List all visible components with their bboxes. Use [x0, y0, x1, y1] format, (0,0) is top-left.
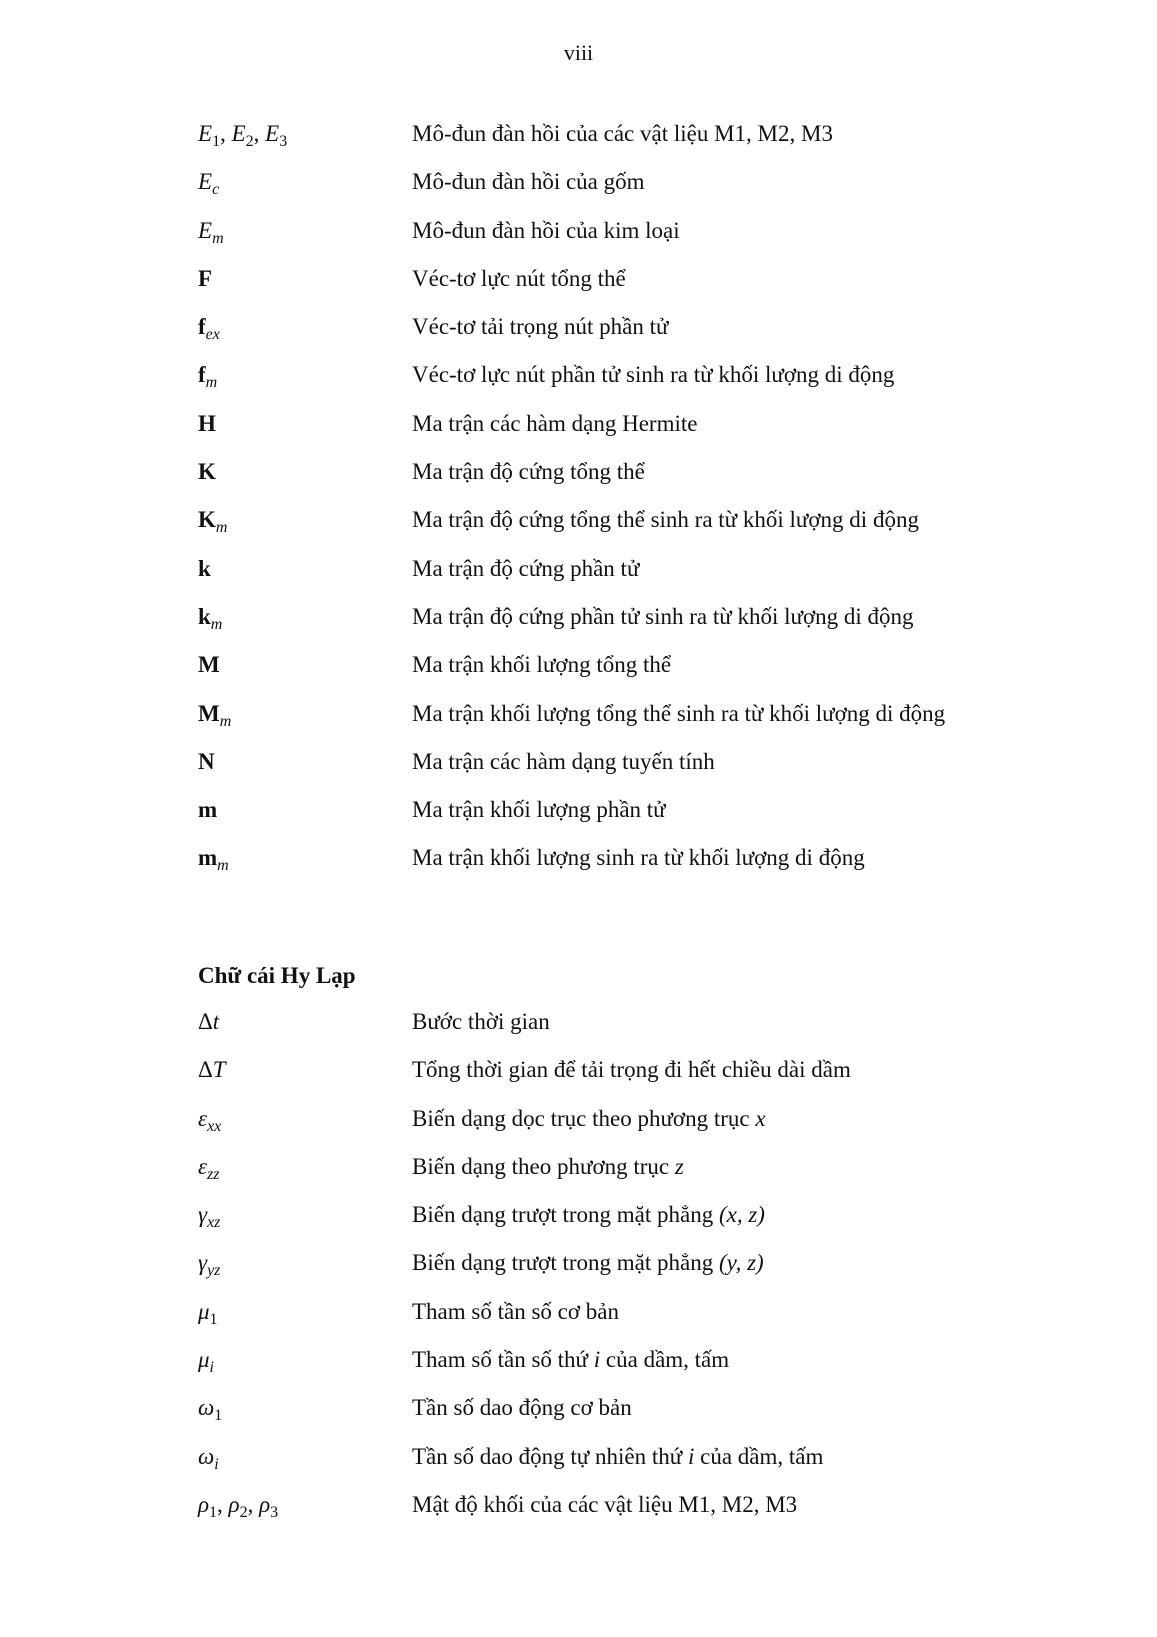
symbol-row	[198, 1441, 1098, 1489]
symbol-row	[198, 359, 1098, 407]
symbol-row	[198, 1103, 1098, 1151]
symbol-description: Ma trận khối lượng tổng thể sinh ra từ khối lượng di động	[412, 700, 946, 726]
symbol-omega-1: $\omega_1$	[198, 1395, 223, 1425]
symbol-k: k	[198, 555, 211, 581]
symbol-description: Tham số tần số thứ i của dầm, tấm	[412, 1347, 730, 1373]
symbol-row	[198, 1296, 1098, 1344]
symbol-row	[198, 504, 1098, 552]
symbol-Em: $E_m$	[198, 217, 224, 247]
symbol-description: Ma trận độ cứng phần tử	[412, 555, 640, 581]
symbol-M: M	[198, 652, 220, 678]
symbol-description: Véc-tơ lực nút tổng thể	[412, 265, 626, 291]
symbol-delta-T: ΔT	[198, 1057, 226, 1083]
symbol-description: Tổng thời gian để tải trọng đi hết chiều dài dầm	[412, 1057, 851, 1083]
symbol-row	[198, 1247, 1098, 1295]
symbol-row	[198, 1151, 1098, 1199]
symbol-H: H	[198, 410, 216, 436]
symbol-row	[198, 698, 1098, 746]
symbol-k-m: $k_m$	[198, 603, 223, 633]
symbol-description: Mô-đun đàn hồi của các vật liệu M1, M2, M3	[412, 121, 833, 146]
symbol-f-ex: $f_{ex}$	[198, 314, 220, 344]
symbol-row	[198, 649, 1098, 697]
symbol-description: Véc-tơ lực nút phần tử sinh ra từ khối lượng di động	[412, 362, 895, 388]
symbol-description: Tần số dao động tự nhiên thứ i của dầm, tấm	[412, 1443, 824, 1469]
latin-symbol-list	[198, 118, 1098, 891]
symbol-description: Ma trận các hàm dạng Hermite	[412, 410, 698, 436]
symbol-description: Mật độ khối của các vật liệu M1, M2, M3	[412, 1491, 798, 1517]
symbol-row	[198, 1392, 1098, 1440]
symbol-row	[198, 1489, 1098, 1537]
symbol-Ec: $E_c$	[198, 169, 220, 199]
symbol-description: Ma trận khối lượng phần tử	[412, 797, 666, 823]
symbol-row	[198, 601, 1098, 649]
symbol-row	[198, 456, 1098, 504]
symbol-row	[198, 263, 1098, 311]
symbol-description: Biến dạng theo phương trục z	[412, 1153, 684, 1179]
page-number: viii	[563, 40, 594, 65]
symbol-M-m: $M_m$	[198, 700, 232, 730]
symbol-m: m	[198, 797, 218, 823]
symbol-description: Tham số tần số cơ bản	[412, 1298, 619, 1324]
symbol-description: Ma trận độ cứng phần tử sinh ra từ khối lượng di động	[412, 603, 914, 629]
symbol-f-m: $f_m$	[198, 362, 218, 392]
symbol-description: Ma trận các hàm dạng tuyến tính	[412, 748, 715, 774]
symbol-rho-1-2-3: $\rho_1$, $\rho_2$, $\rho_3$	[198, 1491, 279, 1521]
symbol-F: F	[198, 265, 213, 291]
symbol-row	[198, 1054, 1098, 1102]
symbol-epsilon-xx: $\varepsilon_{xx}$	[198, 1105, 222, 1135]
symbol-row	[198, 842, 1098, 890]
symbol-gamma-xz: $\gamma_{xz}$	[198, 1202, 221, 1232]
symbol-row	[198, 311, 1098, 359]
symbol-description: Mô-đun đàn hồi của gốm	[412, 169, 645, 195]
symbol-description: Biến dạng trượt trong mặt phẳng (y, z)	[412, 1250, 764, 1276]
greek-section-title: Chữ cái Hy Lạp	[198, 963, 356, 988]
symbol-row	[198, 215, 1098, 263]
greek-symbol-list	[198, 1006, 1098, 1537]
symbol-K-m: $K_m$	[198, 507, 228, 537]
symbol-omega-i: $\omega_i$	[198, 1443, 219, 1473]
symbol-N: N	[198, 748, 215, 774]
symbol-row	[198, 794, 1098, 842]
symbol-row	[198, 1344, 1098, 1392]
symbol-row	[198, 1006, 1098, 1054]
symbol-mu-1: $\mu_1$	[198, 1298, 218, 1328]
symbol-gamma-yz: $\gamma_{yz}$	[198, 1250, 221, 1280]
symbol-row	[198, 553, 1098, 601]
symbol-K: K	[198, 459, 216, 485]
symbol-description: Tần số dao động cơ bản	[412, 1395, 632, 1421]
symbol-epsilon-zz: $\varepsilon_{zz}$	[198, 1153, 220, 1183]
symbol-E1-E2-E3: $E_1$, $E_2$, $E_3$	[198, 121, 288, 150]
symbol-description: Ma trận khối lượng sinh ra từ khối lượng di động	[412, 845, 865, 871]
symbol-description: Mô-đun đàn hồi của kim loại	[412, 217, 680, 243]
symbol-mu-i: $\mu_i$	[198, 1347, 214, 1377]
symbol-row	[198, 746, 1098, 794]
symbol-description: Biến dạng trượt trong mặt phẳng (x, z)	[412, 1202, 765, 1228]
symbol-row	[198, 1199, 1098, 1247]
symbol-m-m: $m_m$	[198, 845, 229, 875]
symbol-row	[198, 408, 1098, 456]
symbol-row	[198, 166, 1098, 214]
symbol-description: Véc-tơ tải trọng nút phần tử	[412, 314, 669, 340]
symbol-row	[198, 118, 1098, 166]
symbol-description: Biến dạng dọc trục theo phương trục x	[412, 1105, 766, 1131]
symbol-description: Ma trận khối lượng tổng thể	[412, 652, 672, 678]
symbol-delta-t: Δt	[198, 1009, 220, 1034]
symbol-description: Ma trận độ cứng tổng thể sinh ra từ khối lượng di động	[412, 507, 919, 533]
symbol-description: Bước thời gian	[412, 1009, 550, 1034]
symbol-description: Ma trận độ cứng tổng thể	[412, 459, 645, 485]
